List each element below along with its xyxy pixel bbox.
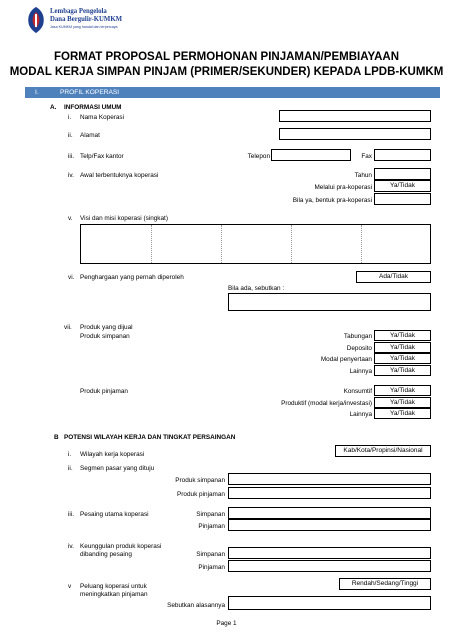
- pinjaman-row-field[interactable]: [374, 408, 431, 419]
- tahun-label: Tahun: [354, 172, 372, 179]
- pinjaman-row-field[interactable]: [374, 397, 431, 408]
- melalui-prakoperasi-value: Ya/Tidak: [390, 182, 415, 189]
- produk-simpanan-label: Produk simpanan: [80, 333, 130, 340]
- peluang-value: Rendah/Sedang/Tinggi: [351, 580, 419, 587]
- section-bar-profil-koperasi: [25, 87, 440, 98]
- pinjaman-row-field[interactable]: [374, 385, 431, 396]
- penghargaan-field[interactable]: [356, 271, 431, 283]
- visi-misi-divider: [151, 225, 152, 263]
- telepon-field[interactable]: [271, 149, 351, 161]
- telepon-label: Telepon: [247, 153, 270, 160]
- keunggulan-pinjaman-label: Pinjaman: [198, 564, 225, 571]
- keunggulan-simpanan-label: Simpanan: [196, 551, 225, 558]
- segmen-pinjaman-label: Produk pinjaman: [177, 491, 225, 498]
- section-number: I.: [35, 88, 39, 96]
- tahun-field[interactable]: [374, 168, 431, 180]
- segmen-pasar-label: Segmen pasar yang dituju: [80, 465, 155, 472]
- simpanan-row-value: Ya/Tidak: [390, 343, 415, 351]
- fax-label: Fax: [361, 153, 372, 160]
- simpanan-row-label: Deposito: [346, 344, 372, 352]
- item-vi-number: vi.: [68, 274, 75, 281]
- melalui-prakoperasi-label: Melalui pra-koperasi: [314, 184, 372, 191]
- segmen-simpanan-field[interactable]: [228, 473, 431, 485]
- keunggulan-label-2: dibanding pesaing: [80, 551, 132, 558]
- pinjaman-row-value: Ya/Tidak: [390, 387, 415, 394]
- awal-terbentuk-label: Awal terbentuknya koperasi: [80, 172, 159, 179]
- pinjaman-row-value: Ya/Tidak: [390, 398, 415, 406]
- visi-misi-label: Visi dan misi koperasi (singkat): [80, 215, 168, 222]
- b-item-iv-number: iv.: [68, 543, 74, 550]
- pesaing-pinjaman-label: Pinjaman: [198, 523, 225, 530]
- section-title: PROFIL KOPERASI: [60, 88, 120, 96]
- part-a-letter: A.: [50, 104, 57, 111]
- simpanan-row-value: Ya/Tidak: [390, 366, 415, 374]
- item-i-number: i.: [68, 114, 72, 121]
- peluang-label-2: meningkatkan pinjaman: [80, 591, 148, 598]
- part-b-letter: B: [54, 434, 59, 441]
- item-vii-number: vii.: [64, 324, 72, 331]
- keunggulan-label-1: Keunggulan produk koperasi: [80, 543, 162, 550]
- simpanan-row-field[interactable]: [374, 365, 431, 376]
- penghargaan-value: Ada/Tidak: [378, 273, 409, 280]
- visi-misi-divider: [361, 225, 362, 263]
- item-v-number: v.: [68, 215, 73, 222]
- logo-line-1: Lembaga Pengelola: [50, 8, 107, 15]
- page-number: Page 1: [216, 620, 237, 627]
- logo-line-3: Jasa KUMKM yang handal dan terpercaya: [50, 25, 118, 29]
- sebutkan-alasan-label: Sebutkan alasannya: [167, 602, 225, 609]
- item-iii-number: iii.: [68, 153, 75, 160]
- telp-fax-label: Telp/Fax kantor: [80, 153, 124, 160]
- alamat-label: Alamat: [80, 132, 100, 139]
- peluang-label-1: Peluang koperasi untuk: [80, 583, 147, 590]
- penghargaan-label: Penghargaan yang pernah diperoleh: [80, 274, 184, 281]
- item-ii-number: ii.: [68, 132, 73, 139]
- keunggulan-simpanan-field[interactable]: [228, 547, 431, 559]
- segmen-simpanan-label: Produk simpanan: [175, 477, 225, 484]
- melalui-prakoperasi-field[interactable]: [374, 180, 431, 192]
- visi-misi-field[interactable]: [80, 224, 431, 264]
- b-item-v-number: v: [68, 583, 72, 590]
- simpanan-row-label: Modal penyertaan: [320, 356, 372, 363]
- peluang-field[interactable]: [339, 578, 431, 590]
- page-title-line-1: FORMAT PROPOSAL PERMOHONAN PINJAMAN/PEMBIAYAAN: [53, 51, 400, 63]
- simpanan-row-field[interactable]: [374, 342, 431, 353]
- part-a-title: INFORMASI UMUM: [64, 104, 122, 111]
- pesaing-simpanan-label: Simpanan: [196, 511, 225, 518]
- simpanan-row-field[interactable]: [374, 353, 431, 364]
- b-item-iii-number: iii.: [68, 511, 75, 518]
- visi-misi-divider: [221, 225, 222, 263]
- b-item-i-number: i.: [68, 451, 72, 458]
- bentuk-prakoperasi-field[interactable]: [374, 193, 431, 205]
- pinjaman-row-label: Lainnya: [349, 411, 372, 418]
- keunggulan-pinjaman-field[interactable]: [228, 560, 431, 572]
- simpanan-row-field[interactable]: [374, 330, 431, 341]
- wilayah-kerja-label: Wilayah kerja koperasi: [80, 451, 145, 458]
- bentuk-prakoperasi-label: Bila ya, bentuk pra-koperasi: [292, 197, 372, 204]
- wilayah-kerja-field[interactable]: [335, 445, 431, 457]
- simpanan-row-value: Ya/Tidak: [390, 332, 415, 339]
- penghargaan-detail-field[interactable]: [228, 293, 431, 311]
- pesaing-simpanan-field[interactable]: [228, 507, 431, 519]
- item-iv-number: iv.: [68, 172, 74, 179]
- nama-koperasi-label: Nama Koperasi: [80, 114, 125, 121]
- visi-misi-divider: [291, 225, 292, 263]
- simpanan-row-value: Ya/Tidak: [390, 355, 415, 362]
- segmen-pinjaman-field[interactable]: [228, 487, 431, 499]
- page-title-line-2: MODAL KERJA SIMPAN PINJAM (PRIMER/SEKUNDER) KEPADA LPDB-KUMKM: [9, 66, 444, 78]
- b-item-ii-number: ii.: [68, 465, 73, 472]
- pinjaman-row-value: Ya/Tidak: [390, 410, 415, 417]
- produk-dijual-label: Produk yang dijual: [80, 324, 133, 331]
- bila-ada-label: Bila ada, sebutkan :: [228, 285, 285, 292]
- pesaing-utama-label: Pesaing utama koperasi: [80, 511, 149, 518]
- nama-koperasi-field[interactable]: [279, 110, 431, 122]
- pesaing-pinjaman-field[interactable]: [228, 519, 431, 531]
- lpdb-logo-icon: [25, 6, 47, 34]
- simpanan-row-label: Lainnya: [349, 367, 372, 375]
- alasan-field[interactable]: [228, 596, 431, 610]
- pinjaman-row-label: Konsumtif: [343, 388, 372, 395]
- alamat-field[interactable]: [279, 128, 431, 140]
- produk-pinjaman-label: Produk pinjaman: [80, 388, 128, 395]
- wilayah-kerja-value: Kab/Kota/Propinsi/Nasional: [343, 447, 423, 454]
- simpanan-row-label: Tabungan: [343, 333, 372, 340]
- logo-line-2: Dana Bergulir-KUMKM: [50, 16, 123, 23]
- part-b-title: POTENSI WILAYAH KERJA DAN TINGKAT PERSAINGAN: [64, 434, 236, 441]
- fax-field[interactable]: [374, 149, 431, 161]
- pinjaman-row-label: Produktif (modal kerja/investasi): [281, 399, 372, 407]
